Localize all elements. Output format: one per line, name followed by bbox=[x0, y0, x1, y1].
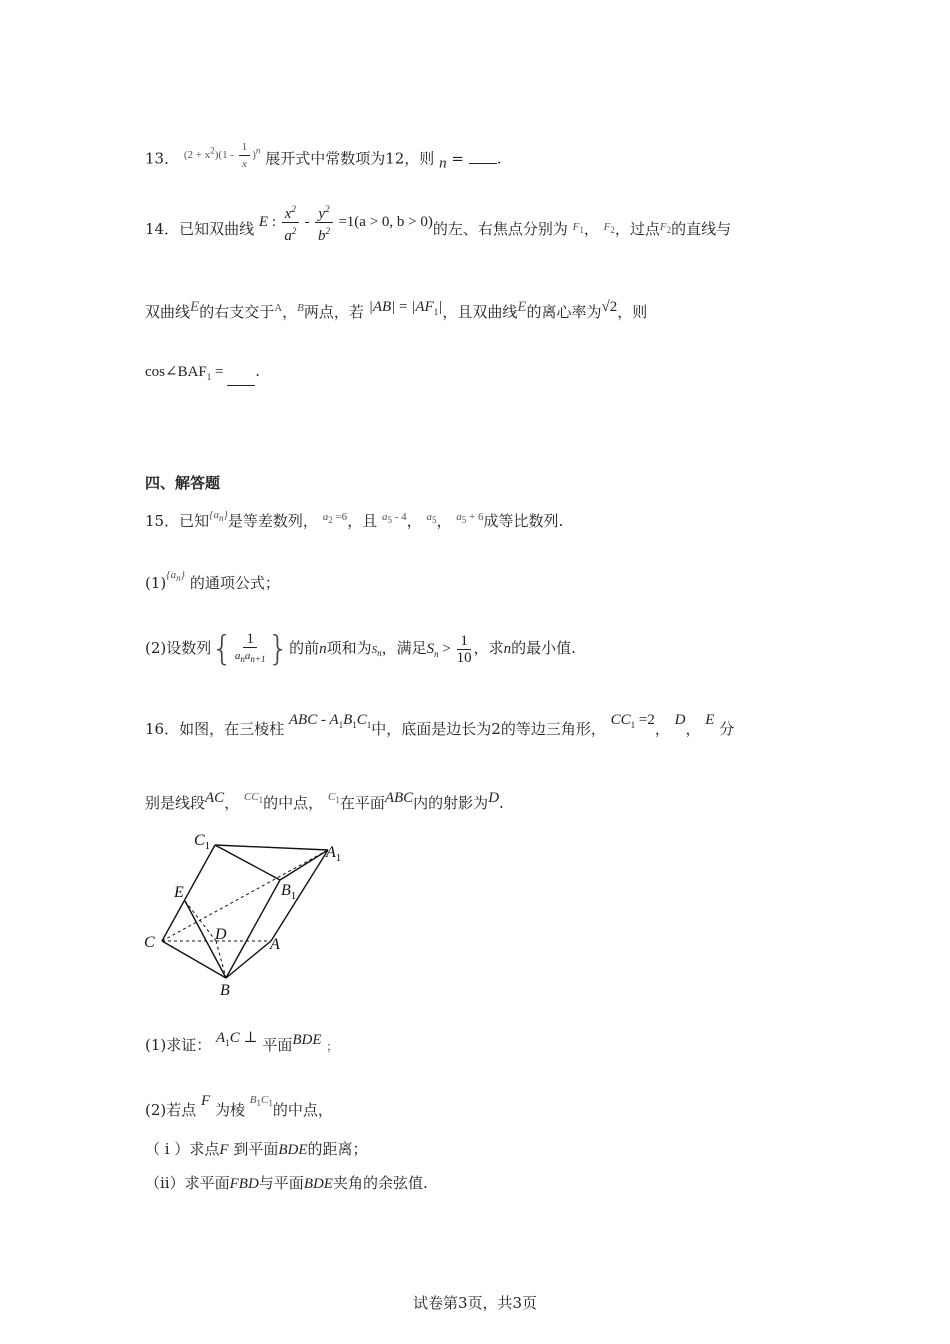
q16-part-1: (1)求证： $A_1C$ ⊥ 平面BDE ； bbox=[145, 1030, 338, 1054]
q16-a1c: $A_1C$ ⊥ bbox=[216, 1030, 258, 1048]
q14-line-3: $\cos\angle BAF_1$ = . bbox=[145, 360, 260, 388]
label-a: A bbox=[270, 936, 280, 953]
q14-sqrt2: √2 bbox=[601, 299, 618, 315]
q14-f2-b: F2 bbox=[659, 221, 672, 236]
section-4-title: 四、解答题 bbox=[145, 474, 221, 492]
edge-b-a bbox=[226, 941, 271, 978]
q14-abs-eq: $|AB| = |AF_1|$ bbox=[368, 299, 443, 317]
q13-answer-blank bbox=[469, 149, 497, 164]
q14-hyperbola-eq: E : $\frac{x^2}{a^2}$ - $\frac{y^2}{b^2}$ =1(a > 0, b > 0) bbox=[259, 214, 433, 230]
q14-e-var: E bbox=[190, 299, 200, 315]
q15-seq-frac: $\frac{1}{a_na_{n+1}}$ bbox=[234, 630, 266, 665]
label-c1: $C_1$ bbox=[194, 832, 211, 852]
edge-a-a1 bbox=[271, 850, 328, 941]
q16-line-2: 别是线段AC， $^{CC_1}$的中点， $^{C_1}$在平面ABC内的射影为D. bbox=[145, 790, 504, 812]
q14-b-var: B bbox=[297, 302, 304, 314]
q16-part-2-ii: （ii）求平面FBD与平面BDE夹角的余弦值. bbox=[145, 1174, 428, 1192]
q15-term-3: a5 + 6 bbox=[456, 511, 484, 526]
q14-f2: F2 bbox=[603, 221, 615, 236]
q13-number: 13． bbox=[145, 149, 180, 168]
label-c: C bbox=[144, 934, 155, 951]
q16-e-var: E bbox=[705, 712, 715, 728]
label-d: D bbox=[215, 926, 227, 943]
q15-term-2: a5 bbox=[426, 511, 437, 526]
q16-prism: ABC - $A_1B_1C_1$ bbox=[288, 712, 372, 730]
q15-term-1: a5 - 4 bbox=[381, 511, 407, 526]
q16-line-1: 16．如图，在三棱柱 ABC - $A_1B_1C_1$中，底面是边长为2的等边三角形， $CC_1 =2$， D， E 分 bbox=[145, 712, 735, 738]
edge-c1-b1 bbox=[215, 845, 280, 880]
q16-part-2: (2)若点 F 为棱 $^{B_1C_1}$的中点， bbox=[145, 1093, 333, 1119]
q13-expression: (2 + x2)(1 - 1 x )n bbox=[183, 140, 261, 170]
q13-var: n bbox=[439, 155, 447, 172]
q16-part-2-i: （ i ）求点F 到平面BDE的距离； bbox=[145, 1140, 368, 1158]
q14-a-var: A bbox=[274, 302, 283, 314]
q15-sn: $S_n$ bbox=[371, 644, 382, 659]
q14-line-2: 双曲线E的右支交于$^A$，$^B$两点，若 $|AB| = |AF_1|$，且双曲线E的离心率为√2，则 bbox=[145, 299, 648, 321]
edge-c1-a1 bbox=[215, 845, 328, 850]
q16-cc1: $CC_1 =2$ bbox=[610, 712, 655, 730]
q14-answer-blank bbox=[227, 371, 255, 386]
q15-seq: {an} bbox=[209, 509, 228, 524]
q14-cos-expr: $\cos\angle BAF_1$ = bbox=[145, 364, 228, 382]
edge-b-b1 bbox=[226, 880, 280, 978]
edge-e-d bbox=[185, 901, 216, 941]
q13-text: 展开式中常数项为12，则 bbox=[265, 149, 435, 168]
q14-line-1: 14．已知双曲线 E : $\frac{x^2}{a^2}$ - $\frac{y^2}{b^2}$ =1(a > 0, b > 0)的左、右焦点分别为 $^{F_1}$， $^{F_2}$，过点$^{F_2}$的直线与 bbox=[145, 196, 731, 256]
q16-b1c1: B1C1 bbox=[249, 1094, 273, 1109]
q15-ineq: $S_n$ > bbox=[426, 641, 455, 659]
label-b1: $B_1$ bbox=[281, 882, 297, 902]
page-footer: 试卷第3页，共3页 bbox=[412, 1294, 538, 1312]
q14-f1: F1 bbox=[572, 221, 584, 236]
q15-part-2: (2)设数列{ $\frac{1}{a_na_{n+1}}$ }的前n项和为$S_n$，满足$S_n$ > $\frac{1}{10}$ ，求n的最小值. bbox=[145, 629, 576, 669]
label-e: E bbox=[174, 884, 184, 901]
q16-d-var: D bbox=[674, 712, 686, 728]
q13-line: 13． $^{(2 + x^2)(1 - \frac{1}{x} )^n}$ 展开式中常数项为12，则 n = . bbox=[145, 140, 502, 172]
label-b: B bbox=[220, 982, 230, 999]
q15-line-1: 15．已知$^{\{a_n\}}$是等差数列， $^{a_2 =6}$，且 $^{a_5 - 4}$， $^{a_5}$， $^{a_5 + 6}$成等比数列. bbox=[145, 509, 564, 530]
prism-figure bbox=[140, 825, 360, 1000]
q15-a2: a2 =6 bbox=[322, 511, 348, 526]
label-a1: $A_1$ bbox=[326, 844, 342, 864]
q15-part-1: $(1)^{\{a_n\}}$ 的通项公式； bbox=[145, 569, 280, 592]
q14-number: 14． bbox=[145, 220, 180, 238]
